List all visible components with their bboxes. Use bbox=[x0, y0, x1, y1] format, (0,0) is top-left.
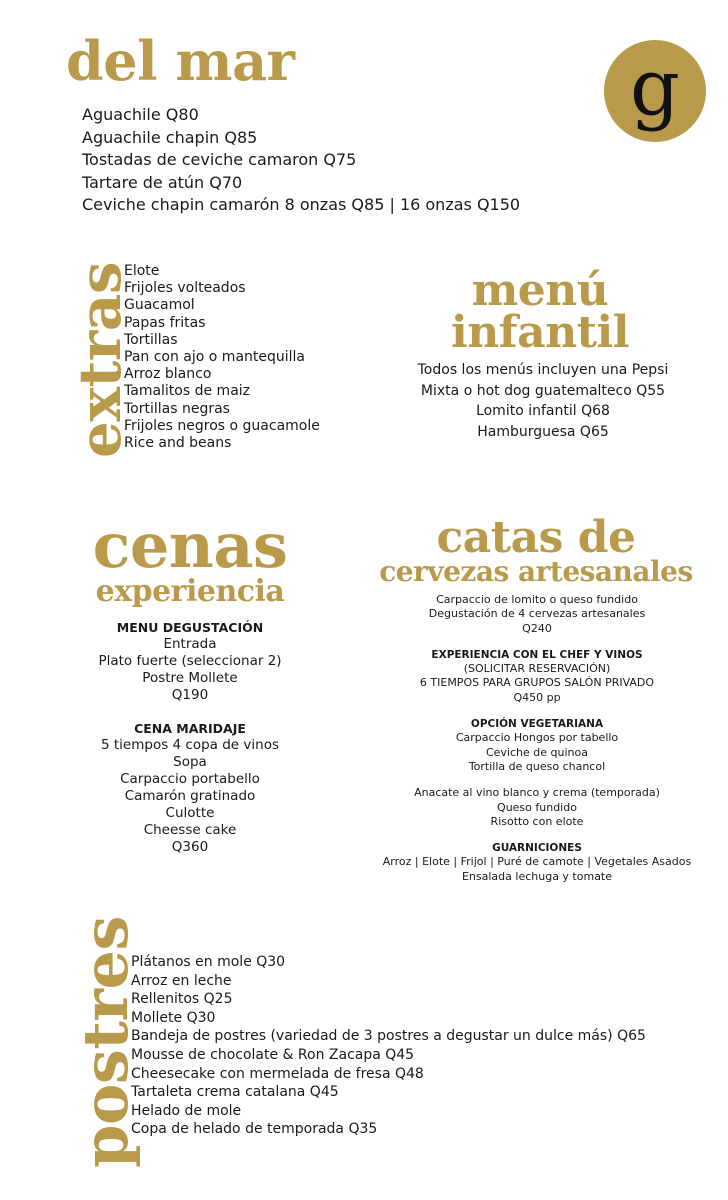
catas-title: catas de bbox=[436, 512, 636, 563]
list-item: (SOLICITAR RESERVACIÓN) bbox=[463, 662, 611, 676]
list-item: Aguachile chapin Q85 bbox=[82, 127, 258, 147]
extras-list bbox=[124, 263, 320, 452]
postres-title: postres bbox=[69, 916, 142, 1168]
list-item: Ceviche chapin camarón 8 onzas Q85 | 16 onzas Q150 bbox=[82, 195, 521, 214]
menu-infantil-title-line2: infantil bbox=[451, 307, 629, 358]
list-item: Mollete Q30 bbox=[131, 1009, 216, 1026]
list-item: Degustación de 4 cervezas artesanales bbox=[428, 607, 646, 621]
list-item: Plátanos en mole Q30 bbox=[131, 954, 286, 970]
degustacion-heading: MENU DEGUSTACIÓN bbox=[116, 620, 264, 635]
list-item: Tamalitos de maiz bbox=[124, 383, 251, 400]
extras-title: extras bbox=[66, 261, 134, 458]
logo-letter: g bbox=[630, 43, 680, 133]
list-item: Tortilla de queso chancol bbox=[468, 759, 606, 773]
list-item: Carpaccio Hongos por tabello bbox=[455, 731, 619, 745]
list-item: Elote bbox=[124, 263, 160, 279]
list-item: 5 tiempos 4 copa de vinos bbox=[101, 737, 279, 753]
vegetariana-heading: OPCIÓN VEGETARIANA bbox=[470, 718, 604, 731]
list-item: Plato fuerte (seleccionar 2) bbox=[98, 653, 282, 669]
list-item: Sopa bbox=[173, 754, 207, 770]
list-item: Guacamol bbox=[124, 297, 195, 314]
list-item: Carpaccio de lomito o queso fundido bbox=[436, 593, 638, 606]
chef-heading: EXPERIENCIA CON EL CHEF Y VINOS bbox=[431, 648, 643, 661]
list-item: Lomito infantil Q68 bbox=[476, 403, 610, 419]
maridaje-heading: CENA MARIDAJE bbox=[134, 721, 246, 736]
list-item: Ceviche de quinoa bbox=[486, 745, 588, 759]
list-item: Tartaleta crema catalana Q45 bbox=[131, 1084, 339, 1101]
list-item: Frijoles volteados bbox=[124, 280, 246, 297]
list-item: Tortillas negras bbox=[124, 400, 230, 417]
list-item: Cheesse cake bbox=[143, 822, 237, 838]
list-item: Q360 bbox=[171, 839, 209, 855]
menu-infantil-list bbox=[400, 360, 686, 442]
catas-block bbox=[366, 593, 708, 884]
list-item: Anacate al vino blanco y crema (temporada) bbox=[414, 786, 660, 800]
list-item: Bandeja de postres (variedad de 3 postres a degustar un dulce más) Q65 bbox=[131, 1028, 646, 1045]
list-item: Camarón gratinado bbox=[124, 788, 256, 804]
menu-infantil-title-line1: menú bbox=[471, 265, 609, 316]
list-item: Tortillas bbox=[124, 331, 178, 348]
postres-list bbox=[131, 953, 646, 1139]
list-item: Tostadas de ceviche camaron Q75 bbox=[82, 150, 357, 169]
list-item: Rellenitos Q25 bbox=[131, 991, 233, 1008]
del-mar-title: del mar bbox=[66, 29, 295, 93]
list-item: Pan con ajo o mantequilla bbox=[124, 349, 306, 366]
list-item: Mixta o hot dog guatemalteco Q55 bbox=[420, 382, 666, 399]
cenas-block bbox=[50, 619, 330, 856]
list-item: Todos los menús incluyen una Pepsi bbox=[417, 362, 669, 378]
guarniciones-heading: GUARNICIONES bbox=[492, 842, 582, 855]
list-item: Postre Mollete bbox=[142, 670, 238, 686]
list-item: Copa de helado de temporada Q35 bbox=[131, 1121, 378, 1138]
brand-logo bbox=[604, 40, 706, 142]
cenas-title: cenas bbox=[92, 509, 288, 582]
list-item: Rice and beans bbox=[124, 435, 232, 452]
list-item: Entrada bbox=[163, 636, 217, 652]
list-item: Culotte bbox=[165, 805, 215, 821]
list-item: Queso fundido bbox=[497, 800, 577, 814]
list-item: Arroz | Elote | Frijol | Puré de camote | Vegetales Asados bbox=[382, 855, 692, 869]
list-item: Papas fritas bbox=[124, 314, 206, 331]
list-item: Q450 pp bbox=[513, 690, 561, 704]
del-mar-list bbox=[82, 104, 520, 217]
list-item: Risotto con elote bbox=[490, 814, 584, 828]
menu-infantil-title bbox=[420, 265, 660, 358]
list-item: Arroz en leche bbox=[131, 972, 232, 989]
list-item: Frijoles negros o guacamole bbox=[124, 417, 320, 434]
list-item: Ensalada lechuga y tomate bbox=[461, 869, 613, 883]
list-item: Aguachile Q80 bbox=[82, 105, 199, 124]
list-item: Arroz blanco bbox=[124, 366, 212, 383]
catas-subtitle: cervezas artesanales bbox=[379, 555, 693, 588]
list-item: Cheesecake con mermelada de fresa Q48 bbox=[131, 1065, 424, 1082]
list-item: 6 TIEMPOS PARA GRUPOS SALÓN PRIVADO bbox=[419, 676, 655, 690]
cenas-subtitle: experiencia bbox=[95, 574, 285, 609]
list-item: Tartare de atún Q70 bbox=[82, 172, 243, 192]
list-item: Helado de mole bbox=[131, 1102, 242, 1119]
list-item: Mousse de chocolate & Ron Zacapa Q45 bbox=[131, 1046, 415, 1063]
list-item: Q190 bbox=[171, 687, 209, 703]
list-item: Q240 bbox=[522, 621, 552, 635]
list-item: Carpaccio portabello bbox=[120, 771, 260, 787]
list-item: Hamburguesa Q65 bbox=[477, 423, 609, 440]
